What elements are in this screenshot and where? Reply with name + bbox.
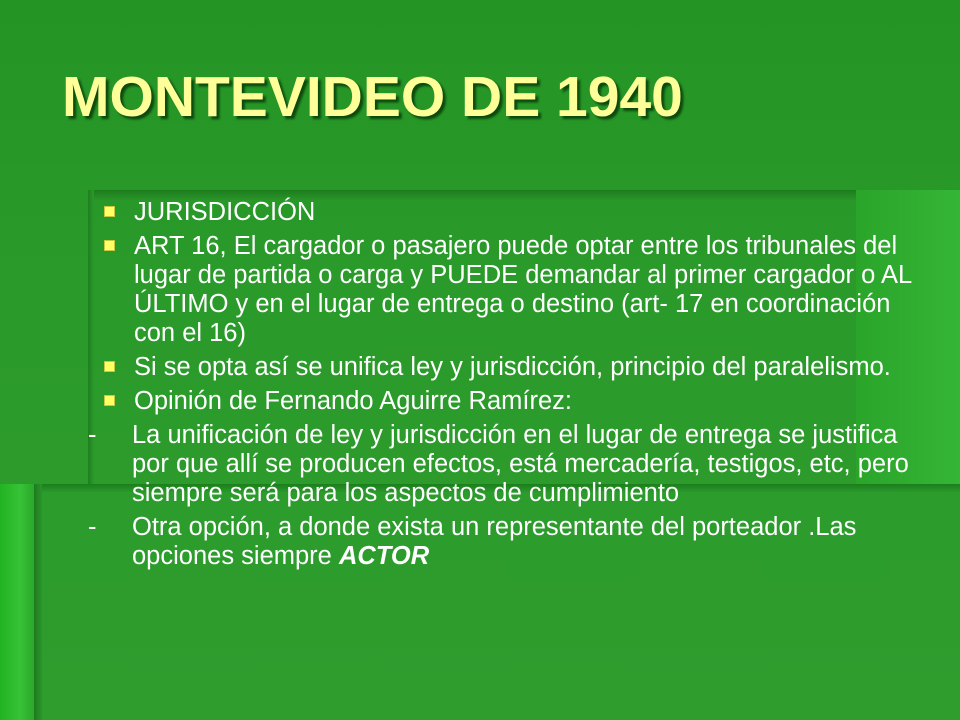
square-bullet-icon: [104, 240, 115, 251]
list-item-text: JURISDICCIÓN: [134, 198, 316, 226]
decorative-stripe: [34, 484, 42, 720]
list-item-text: Otra opción, a donde exista un representante del porteador .Las opciones siempre: [132, 513, 857, 570]
emphasis-text: ACTOR: [338, 542, 430, 570]
list-item: [100, 387, 920, 416]
list-item: [88, 421, 920, 508]
list-item-text: Si se opta así se unifica ley y jurisdicción, principio del paralelismo.: [134, 353, 891, 381]
square-bullet-icon: [104, 395, 115, 406]
dash-marker: -: [88, 513, 97, 541]
list-item: [100, 353, 920, 382]
square-bullet-icon: [104, 206, 115, 217]
dash-marker: -: [88, 421, 97, 449]
list-item: [100, 198, 920, 227]
list-item: [100, 232, 920, 348]
decorative-stripe: [0, 484, 34, 720]
list-item-text: La unificación de ley y jurisdicción en el lugar de entrega se justifica por que allí se producen efectos, está mercadería, testigos, etc, pero siempre será para los aspectos de cumplimiento: [132, 421, 909, 507]
list-item: [88, 513, 920, 571]
square-bullet-icon: [104, 361, 115, 372]
slide-title: MONTEVIDEO DE 1940: [62, 65, 683, 129]
list-item-text: ART 16, El cargador o pasajero puede optar entre los tribunales del lugar de partida o carga y PUEDE demandar al primer cargador o AL ÚLTIMO y en el lugar de entrega o destino (art- 17 en coordinación con el 16): [134, 232, 912, 347]
list-item-text: Opinión de Fernando Aguirre Ramírez:: [134, 387, 572, 415]
slide-content-list: [88, 198, 920, 576]
